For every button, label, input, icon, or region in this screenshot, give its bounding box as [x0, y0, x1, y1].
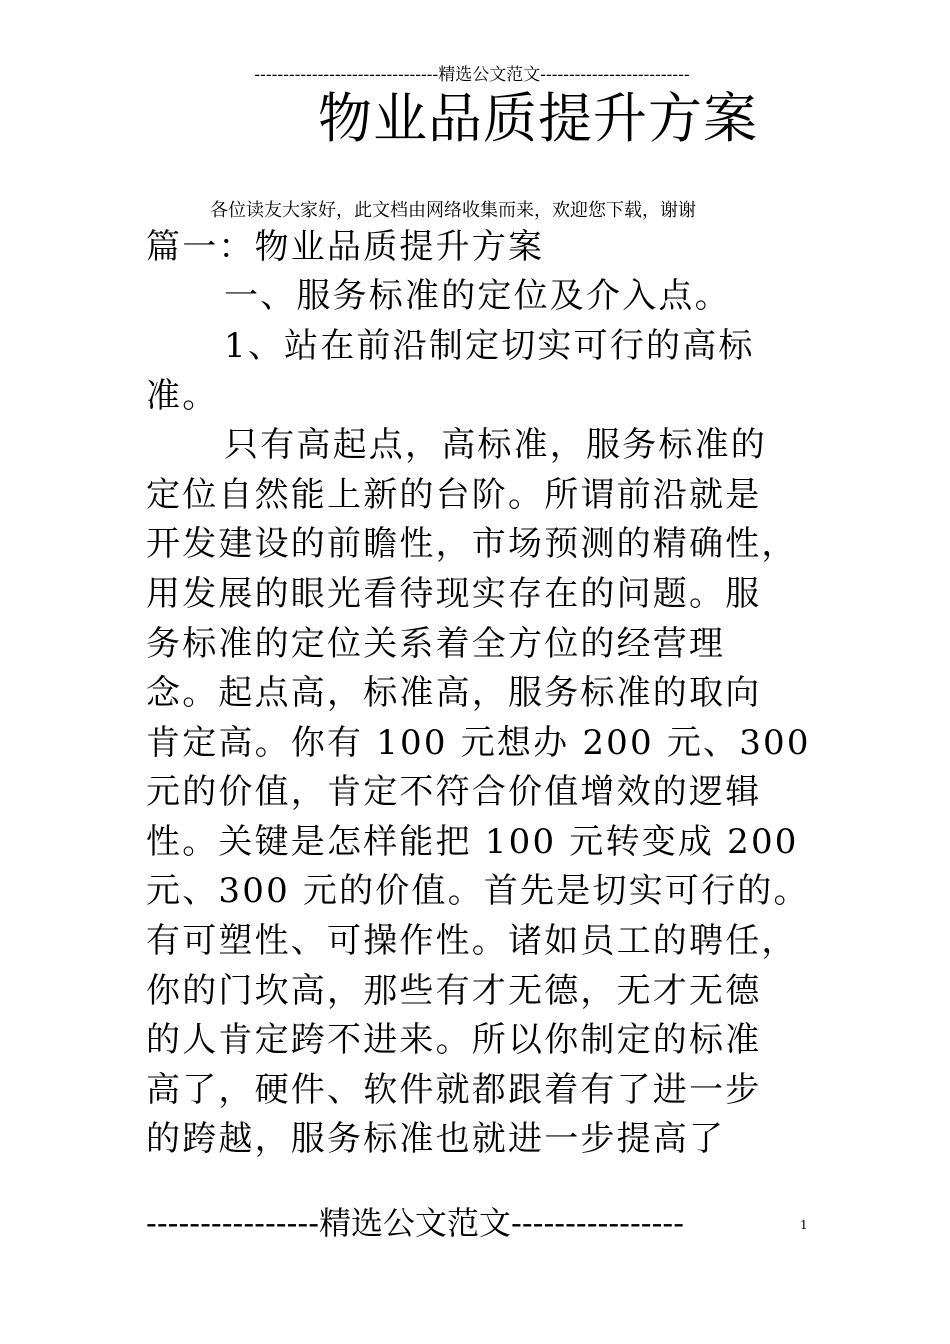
body-line: 定位自然能上新的台阶。所谓前沿就是 [146, 475, 762, 515]
page-footer: ----------------精选公文范文---------------- [146, 1204, 685, 1242]
body-line: 开发建设的前瞻性，市场预测的精确性， [146, 524, 798, 564]
body-line: 的跨越，服务标准也就进一步提高了 [146, 1119, 726, 1159]
body-line: 用发展的眼光看待现实存在的问题。服 [146, 574, 762, 614]
page-number: 1 [800, 1218, 808, 1232]
body-line: 元、300 元的价值。首先是切实可行的。 [146, 871, 810, 911]
body-line: 有可塑性、可操作性。诸如员工的聘任， [146, 921, 798, 961]
body-line: 元的价值，肯定不符合价值增效的逻辑 [146, 772, 762, 812]
body-line: 念。起点高，标准高，服务标准的取向 [146, 673, 762, 713]
body-line: 1、站在前沿制定切实可行的高标 [224, 326, 755, 366]
body-line: 的人肯定跨不进来。所以你制定的标准 [146, 1020, 762, 1060]
body-line: 务标准的定位关系着全方位的经营理 [146, 624, 726, 664]
body-line: 性。关键是怎样能把 100 元转变成 200 [146, 822, 799, 862]
body-line: 高了，硬件、软件就都跟着有了进一步 [146, 1070, 762, 1110]
body-line: 准。 [146, 376, 219, 416]
download-note: 各位读友大家好，此文档由网络收集而来，欢迎您下载，谢谢 [210, 200, 696, 221]
body-line: 肯定高。你有 100 元想办 200 元、300 [146, 723, 811, 763]
body-line: 你的门坎高，那些有才无德，无才无德 [146, 971, 762, 1011]
body-line: 一、服务标准的定位及介入点。 [224, 276, 731, 316]
body-line: 只有高起点，高标准，服务标准的 [224, 425, 767, 465]
page-header: --------------------------------精选公文范文-------------------------- [254, 65, 690, 85]
section-title: 篇一：物业品质提升方案 [146, 227, 545, 267]
document-title: 物业品质提升方案 [318, 87, 758, 150]
